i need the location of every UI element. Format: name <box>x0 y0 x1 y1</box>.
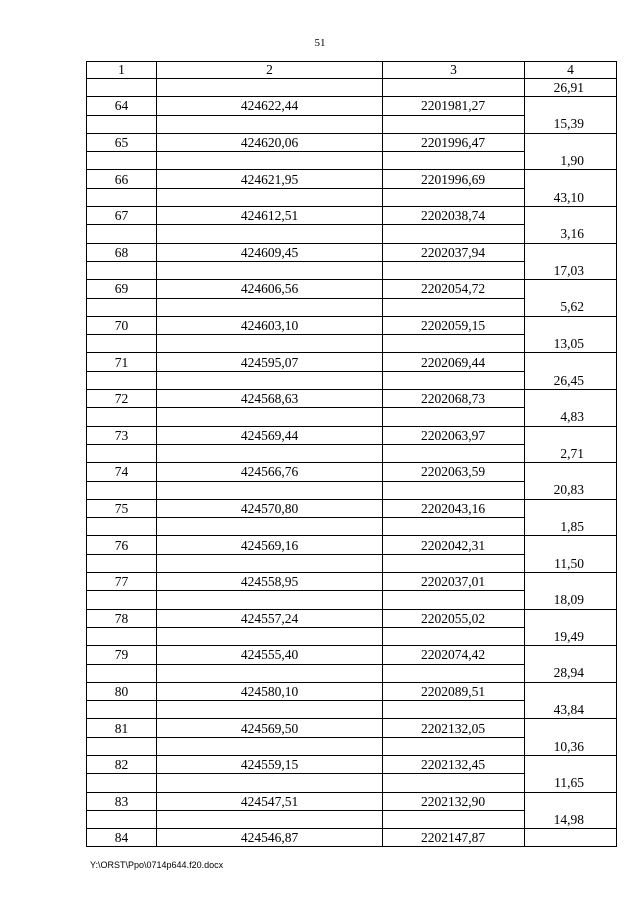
distance-cell <box>525 207 617 225</box>
distance-cell <box>525 609 617 627</box>
table-row-segment <box>87 737 617 755</box>
distance-cell <box>525 316 617 334</box>
x-coordinate-cell: 424547,51 <box>157 792 383 810</box>
point-number-cell <box>87 518 157 536</box>
point-number-cell <box>87 79 157 97</box>
table-row-point <box>87 755 617 773</box>
distance-cell: 26,91 <box>525 79 617 97</box>
distance-cell: 13,05 <box>525 335 617 353</box>
x-coordinate-cell <box>157 701 383 719</box>
y-coordinate-cell: 2201996,47 <box>383 133 525 151</box>
x-coordinate-cell <box>157 481 383 499</box>
distance-cell: 15,39 <box>525 115 617 133</box>
x-coordinate-cell <box>157 444 383 462</box>
y-coordinate-cell: 2202043,16 <box>383 499 525 517</box>
table-row-segment <box>87 79 617 97</box>
x-coordinate-cell <box>157 591 383 609</box>
y-coordinate-cell <box>383 298 525 316</box>
table-row-segment <box>87 225 617 243</box>
x-coordinate-cell: 424570,80 <box>157 499 383 517</box>
table-row-segment <box>87 188 617 206</box>
table-row-segment <box>87 371 617 389</box>
table-row-point <box>87 243 617 261</box>
distance-cell <box>525 463 617 481</box>
x-coordinate-cell: 424620,06 <box>157 133 383 151</box>
point-number-cell <box>87 737 157 755</box>
y-coordinate-cell: 2202147,87 <box>383 829 525 847</box>
table-row-point <box>87 170 617 188</box>
x-coordinate-cell <box>157 261 383 279</box>
column-header-2: 2 <box>157 62 383 79</box>
x-coordinate-cell <box>157 115 383 133</box>
x-coordinate-cell <box>157 335 383 353</box>
distance-cell: 2,71 <box>525 444 617 462</box>
y-coordinate-cell: 2202132,90 <box>383 792 525 810</box>
x-coordinate-cell: 424606,56 <box>157 280 383 298</box>
distance-cell: 3,16 <box>525 225 617 243</box>
distance-cell: 19,49 <box>525 627 617 645</box>
table-row-point <box>87 463 617 481</box>
point-number-cell: 75 <box>87 499 157 517</box>
point-number-cell <box>87 774 157 792</box>
coordinates-table <box>86 61 617 847</box>
distance-cell <box>525 646 617 664</box>
x-coordinate-cell: 424558,95 <box>157 573 383 591</box>
point-number-cell <box>87 408 157 426</box>
point-number-cell: 81 <box>87 719 157 737</box>
point-number-cell <box>87 152 157 170</box>
point-number-cell <box>87 261 157 279</box>
y-coordinate-cell: 2202055,02 <box>383 609 525 627</box>
x-coordinate-cell <box>157 737 383 755</box>
distance-cell: 17,03 <box>525 261 617 279</box>
y-coordinate-cell: 2202042,31 <box>383 536 525 554</box>
table-body <box>87 79 617 847</box>
distance-cell <box>525 353 617 371</box>
x-coordinate-cell <box>157 627 383 645</box>
column-header-4: 4 <box>525 62 617 79</box>
y-coordinate-cell: 2202037,01 <box>383 573 525 591</box>
x-coordinate-cell: 424566,76 <box>157 463 383 481</box>
y-coordinate-cell: 2202074,42 <box>383 646 525 664</box>
point-number-cell: 79 <box>87 646 157 664</box>
distance-cell: 1,85 <box>525 518 617 536</box>
y-coordinate-cell <box>383 225 525 243</box>
y-coordinate-cell: 2202063,97 <box>383 426 525 444</box>
point-number-cell <box>87 225 157 243</box>
distance-cell: 28,94 <box>525 664 617 682</box>
y-coordinate-cell <box>383 627 525 645</box>
table-row-point <box>87 426 617 444</box>
x-coordinate-cell <box>157 774 383 792</box>
x-coordinate-cell: 424555,40 <box>157 646 383 664</box>
table-row-segment <box>87 481 617 499</box>
distance-cell: 43,84 <box>525 701 617 719</box>
x-coordinate-cell <box>157 152 383 170</box>
point-number-cell <box>87 115 157 133</box>
x-coordinate-cell <box>157 518 383 536</box>
point-number-cell <box>87 591 157 609</box>
table-row-point <box>87 719 617 737</box>
point-number-cell <box>87 810 157 828</box>
y-coordinate-cell <box>383 701 525 719</box>
y-coordinate-cell <box>383 481 525 499</box>
table-row-point <box>87 133 617 151</box>
table-row-point <box>87 829 617 847</box>
table-row-segment <box>87 261 617 279</box>
y-coordinate-cell <box>383 591 525 609</box>
distance-cell: 10,36 <box>525 737 617 755</box>
x-coordinate-cell: 424557,24 <box>157 609 383 627</box>
distance-cell <box>525 792 617 810</box>
table-row-segment <box>87 664 617 682</box>
table-row-segment <box>87 701 617 719</box>
x-coordinate-cell <box>157 371 383 389</box>
distance-cell <box>525 133 617 151</box>
point-number-cell: 84 <box>87 829 157 847</box>
table-row-segment <box>87 152 617 170</box>
point-number-cell <box>87 298 157 316</box>
distance-cell: 20,83 <box>525 481 617 499</box>
x-coordinate-cell <box>157 298 383 316</box>
table-row-segment <box>87 554 617 572</box>
point-number-cell <box>87 188 157 206</box>
distance-cell: 5,62 <box>525 298 617 316</box>
table-row-point <box>87 97 617 115</box>
x-coordinate-cell: 424559,15 <box>157 755 383 773</box>
table-row-segment <box>87 591 617 609</box>
point-number-cell <box>87 371 157 389</box>
point-number-cell: 64 <box>87 97 157 115</box>
point-number-cell: 66 <box>87 170 157 188</box>
y-coordinate-cell <box>383 408 525 426</box>
y-coordinate-cell <box>383 518 525 536</box>
table-row-point <box>87 390 617 408</box>
distance-cell: 26,45 <box>525 371 617 389</box>
point-number-cell: 69 <box>87 280 157 298</box>
distance-cell: 11,50 <box>525 554 617 572</box>
distance-cell: 18,09 <box>525 591 617 609</box>
distance-cell <box>525 536 617 554</box>
distance-cell <box>525 755 617 773</box>
y-coordinate-cell <box>383 737 525 755</box>
table-row-segment <box>87 810 617 828</box>
distance-cell: 4,83 <box>525 408 617 426</box>
y-coordinate-cell <box>383 554 525 572</box>
footer-file-path: Y:\ORST\Ppo\0714p644.f20.docx <box>90 860 224 870</box>
point-number-cell: 71 <box>87 353 157 371</box>
point-number-cell <box>87 554 157 572</box>
x-coordinate-cell: 424569,44 <box>157 426 383 444</box>
table-row-point <box>87 646 617 664</box>
point-number-cell: 77 <box>87 573 157 591</box>
point-number-cell <box>87 481 157 499</box>
table-row-point <box>87 792 617 810</box>
x-coordinate-cell <box>157 664 383 682</box>
distance-cell: 43,10 <box>525 188 617 206</box>
x-coordinate-cell: 424621,95 <box>157 170 383 188</box>
y-coordinate-cell: 2202089,51 <box>383 682 525 700</box>
y-coordinate-cell: 2202054,72 <box>383 280 525 298</box>
table-row-point <box>87 682 617 700</box>
distance-cell <box>525 573 617 591</box>
distance-cell <box>525 280 617 298</box>
y-coordinate-cell <box>383 335 525 353</box>
y-coordinate-cell: 2202037,94 <box>383 243 525 261</box>
y-coordinate-cell <box>383 261 525 279</box>
y-coordinate-cell: 2202038,74 <box>383 207 525 225</box>
distance-cell <box>525 499 617 517</box>
point-number-cell: 72 <box>87 390 157 408</box>
y-coordinate-cell: 2201981,27 <box>383 97 525 115</box>
distance-cell <box>525 682 617 700</box>
y-coordinate-cell: 2202068,73 <box>383 390 525 408</box>
point-number-cell: 68 <box>87 243 157 261</box>
column-header-3: 3 <box>383 62 525 79</box>
distance-cell <box>525 243 617 261</box>
point-number-cell: 82 <box>87 755 157 773</box>
distance-cell <box>525 97 617 115</box>
x-coordinate-cell: 424580,10 <box>157 682 383 700</box>
x-coordinate-cell <box>157 554 383 572</box>
point-number-cell <box>87 664 157 682</box>
y-coordinate-cell: 2202132,45 <box>383 755 525 773</box>
table-row-point <box>87 207 617 225</box>
point-number-cell <box>87 335 157 353</box>
table-row-point <box>87 573 617 591</box>
point-number-cell: 67 <box>87 207 157 225</box>
table-row-point <box>87 280 617 298</box>
x-coordinate-cell <box>157 79 383 97</box>
point-number-cell: 83 <box>87 792 157 810</box>
point-number-cell <box>87 627 157 645</box>
table-row-segment <box>87 518 617 536</box>
y-coordinate-cell <box>383 810 525 828</box>
column-header-1: 1 <box>87 62 157 79</box>
table-row-point <box>87 609 617 627</box>
x-coordinate-cell: 424622,44 <box>157 97 383 115</box>
distance-cell: 1,90 <box>525 152 617 170</box>
table-row-segment <box>87 774 617 792</box>
point-number-cell: 80 <box>87 682 157 700</box>
point-number-cell: 65 <box>87 133 157 151</box>
point-number-cell: 78 <box>87 609 157 627</box>
y-coordinate-cell: 2202069,44 <box>383 353 525 371</box>
table-row-segment <box>87 335 617 353</box>
x-coordinate-cell <box>157 408 383 426</box>
table-row-point <box>87 316 617 334</box>
table-row-point <box>87 353 617 371</box>
point-number-cell: 73 <box>87 426 157 444</box>
distance-cell <box>525 719 617 737</box>
point-number-cell: 70 <box>87 316 157 334</box>
point-number-cell <box>87 444 157 462</box>
x-coordinate-cell: 424595,07 <box>157 353 383 371</box>
x-coordinate-cell: 424612,51 <box>157 207 383 225</box>
x-coordinate-cell: 424603,10 <box>157 316 383 334</box>
y-coordinate-cell: 2201996,69 <box>383 170 525 188</box>
point-number-cell: 74 <box>87 463 157 481</box>
x-coordinate-cell <box>157 188 383 206</box>
y-coordinate-cell: 2202132,05 <box>383 719 525 737</box>
table-row-segment <box>87 115 617 133</box>
distance-cell: 14,98 <box>525 810 617 828</box>
table-row-point <box>87 536 617 554</box>
y-coordinate-cell: 2202063,59 <box>383 463 525 481</box>
distance-cell <box>525 170 617 188</box>
y-coordinate-cell <box>383 664 525 682</box>
y-coordinate-cell <box>383 444 525 462</box>
y-coordinate-cell <box>383 371 525 389</box>
y-coordinate-cell <box>383 79 525 97</box>
x-coordinate-cell: 424569,50 <box>157 719 383 737</box>
table-row-segment <box>87 408 617 426</box>
point-number-cell <box>87 701 157 719</box>
y-coordinate-cell <box>383 774 525 792</box>
table-row-segment <box>87 444 617 462</box>
y-coordinate-cell: 2202059,15 <box>383 316 525 334</box>
x-coordinate-cell <box>157 810 383 828</box>
table-header-row <box>87 62 617 79</box>
table-row-point <box>87 499 617 517</box>
page-number: 51 <box>314 37 326 49</box>
y-coordinate-cell <box>383 188 525 206</box>
table-row-segment <box>87 627 617 645</box>
x-coordinate-cell: 424546,87 <box>157 829 383 847</box>
distance-cell: 11,65 <box>525 774 617 792</box>
distance-cell <box>525 390 617 408</box>
point-number-cell: 76 <box>87 536 157 554</box>
y-coordinate-cell <box>383 115 525 133</box>
x-coordinate-cell: 424609,45 <box>157 243 383 261</box>
table-row-segment <box>87 298 617 316</box>
y-coordinate-cell <box>383 152 525 170</box>
distance-cell <box>525 829 617 847</box>
x-coordinate-cell: 424569,16 <box>157 536 383 554</box>
x-coordinate-cell <box>157 225 383 243</box>
distance-cell <box>525 426 617 444</box>
x-coordinate-cell: 424568,63 <box>157 390 383 408</box>
